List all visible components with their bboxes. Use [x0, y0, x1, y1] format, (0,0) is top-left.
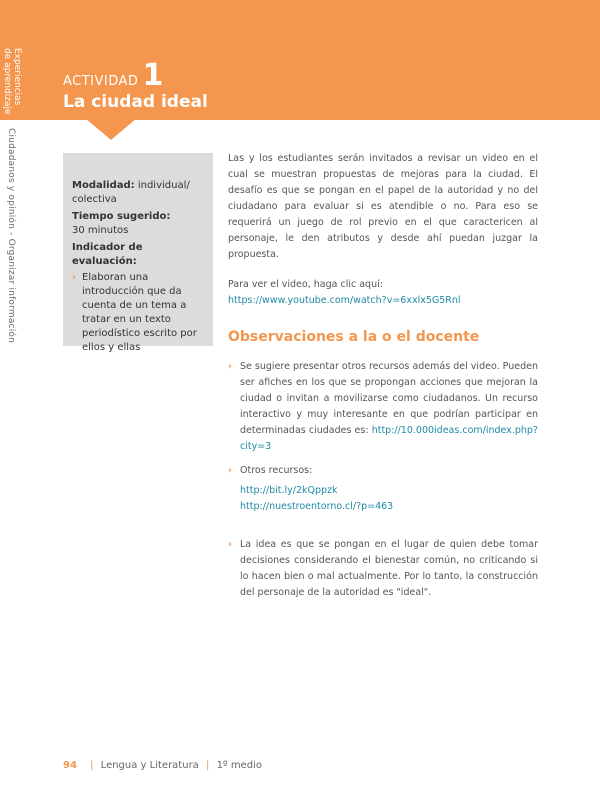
- section-title: Observaciones a la o el docente: [228, 329, 480, 345]
- activity-label: ACTIVIDAD: [63, 74, 139, 89]
- page-number: 94: [63, 760, 77, 771]
- activity-header: [63, 58, 208, 112]
- main-content: [228, 151, 538, 609]
- sidebar-topic: Ciudadanos y opinión - Organizar información: [6, 128, 16, 344]
- activity-number: 1: [142, 58, 164, 93]
- observation-item: [228, 463, 538, 515]
- resource-link[interactable]: http://10.000ideas.com/index.php?city=3: [240, 425, 538, 452]
- footer-separator: |: [206, 760, 210, 771]
- tiempo-value: 30 minutos: [72, 225, 129, 236]
- modalidad-value: individual/ colectiva: [72, 180, 190, 205]
- footer-separator: |: [90, 760, 94, 771]
- sidebar-category-line1: Experiencias: [12, 48, 22, 106]
- footer-level: 1º medio: [216, 760, 262, 771]
- observation-item: › La idea es que se pongan en el lugar de quien debe tomar decisiones considerando el bienestar común, no criticando si lo hacen bien o mal actualmente. Por lo tanto, la construcción del personaje de la autoridad es "ideal".: [228, 537, 538, 601]
- video-prompt: Para ver el video, haga clic aquí:: [228, 279, 383, 290]
- activity-title: La ciudad ideal: [63, 92, 208, 112]
- footer-subject: Lengua y Literatura: [100, 760, 199, 771]
- indicador-label: Indicador de evaluación:: [72, 242, 143, 267]
- indicador-list: [72, 271, 205, 355]
- tiempo-label: Tiempo sugerido:: [72, 211, 171, 222]
- resource-links: [240, 483, 538, 515]
- resource-link[interactable]: http://bit.ly/2kQppzk: [240, 485, 338, 496]
- header-notch: [85, 118, 137, 140]
- page-footer: [63, 760, 262, 771]
- observation-text: Se sugiere presentar otros recursos además del video. Pueden ser afiches en los que se propongan acciones que mejoran la ciudad o invitan a movilizarse como ciudadanos. Un recurso interactivo y muy interesante en que podrían participar en determinadas ciudades es:: [240, 361, 538, 436]
- observation-item: [228, 359, 538, 455]
- left-margin: [0, 0, 28, 800]
- observations-list: [228, 359, 538, 601]
- resource-link[interactable]: http://nuestroentorno.cl/?p=463: [240, 501, 394, 512]
- indicador-item: › Elaboran una introducción que da cuenta de un tema a tratar en un texto periodístico escrito por ellos y ellas: [72, 271, 205, 355]
- info-box: [63, 153, 213, 353]
- intro-paragraph: Las y los estudiantes serán invitados a revisar un video en el cual se muestran propuestas de mejoras para la ciudad. El desafío es que se pongan en el papel de la autoridad y no del ciudadano para evaluar si es atendible o no. Para eso se requerirá un juego de rol previo en el que caractericen al personaje, le den atributos y desde ahí puedan juzgar la propuesta.: [228, 153, 538, 260]
- video-link[interactable]: https://www.youtube.com/watch?v=6xxlx5G5Rnl: [228, 295, 461, 306]
- modalidad-label: Modalidad:: [72, 180, 135, 191]
- observation-text: Otros recursos:: [240, 465, 313, 476]
- sidebar-category-line2: de aprendizaje: [2, 48, 12, 115]
- sidebar-category: [2, 48, 22, 115]
